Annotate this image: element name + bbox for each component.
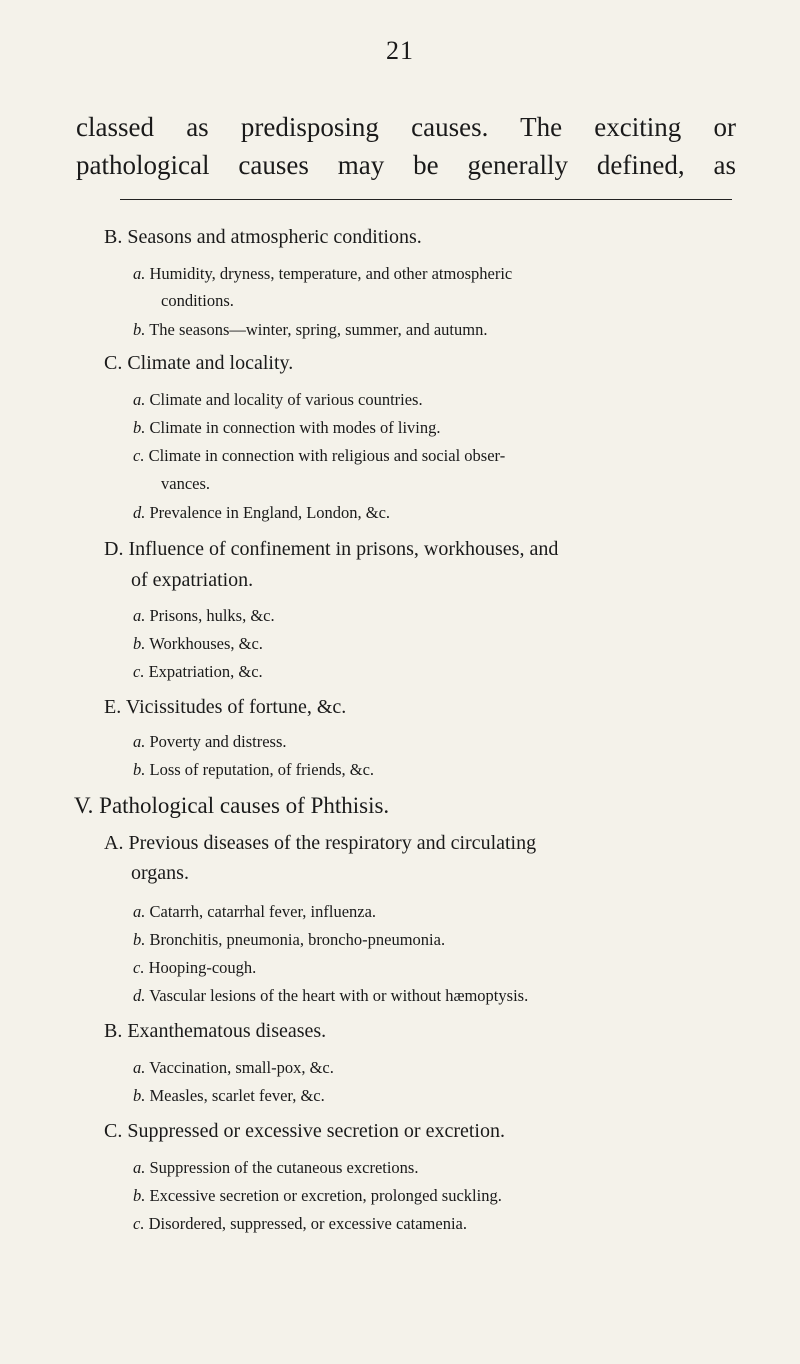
item-text: Climate and locality of various countries.: [149, 390, 423, 409]
item-text: Prisons, hulks, &c.: [149, 606, 275, 625]
item-letter: c.: [133, 958, 145, 977]
section-heading: [104, 538, 558, 561]
section-text: Previous diseases of the respiratory and circulating: [128, 832, 537, 854]
item-letter: c.: [133, 662, 145, 681]
section-heading: [104, 696, 346, 719]
list-item: [133, 662, 263, 682]
section-text: Vicissitudes of fortune, &c.: [125, 696, 347, 718]
list-item: [133, 418, 441, 438]
item-text: Expatriation, &c.: [148, 662, 263, 681]
item-letter: a.: [133, 1058, 146, 1077]
item-text: Suppression of the cutaneous excretions.: [149, 1158, 419, 1177]
item-letter: d.: [133, 503, 146, 522]
section-heading: [104, 1020, 326, 1043]
item-letter: b.: [133, 760, 146, 779]
item-letter: c.: [133, 446, 145, 465]
item-text: Excessive secretion or excretion, prolonged suckling.: [149, 1186, 502, 1205]
item-letter: a.: [133, 1158, 146, 1177]
section-letter: C.: [104, 352, 123, 374]
list-item: [133, 503, 390, 523]
item-text: Disordered, suppressed, or excessive catamenia.: [148, 1214, 468, 1233]
item-text: Vaccination, small-pox, &c.: [149, 1058, 334, 1077]
list-item: [133, 732, 287, 752]
item-letter: b.: [133, 930, 146, 949]
item-text: Vascular lesions of the heart with or without hæmoptysis.: [149, 986, 529, 1005]
list-item: [133, 1086, 325, 1106]
list-item: [133, 958, 256, 978]
section-heading: [104, 226, 422, 249]
list-item: [133, 930, 445, 950]
list-item: [133, 1214, 467, 1234]
list-item: [133, 986, 528, 1006]
list-item: [133, 446, 505, 466]
divider-rule: [120, 199, 732, 200]
item-letter: d.: [133, 986, 146, 1005]
item-text: Prevalence in England, London, &c.: [149, 503, 391, 522]
item-text: The seasons—winter, spring, summer, and autumn.: [149, 320, 488, 339]
section-letter: E.: [104, 696, 122, 718]
item-letter: c.: [133, 1214, 145, 1233]
item-text: Bronchitis, pneumonia, broncho-pneumonia.: [149, 930, 446, 949]
section-heading: [104, 832, 536, 855]
item-text: Measles, scarlet fever, &c.: [149, 1086, 325, 1105]
item-letter: b.: [133, 1186, 146, 1205]
section-text: Seasons and atmospheric conditions.: [127, 226, 422, 248]
item-text: Poverty and distress.: [149, 732, 287, 751]
section-continuation: organs.: [131, 862, 189, 884]
section-letter: B.: [104, 1020, 123, 1042]
intro-line: pathological causes may be generally defined, as: [76, 150, 736, 180]
item-letter: b.: [133, 1086, 146, 1105]
item-text: Climate in connection with modes of living.: [149, 418, 441, 437]
roman-numeral: V.: [74, 793, 94, 818]
item-letter: b.: [133, 418, 146, 437]
section-heading: [104, 352, 293, 375]
list-item: [133, 320, 487, 340]
section-text: Climate and locality.: [127, 352, 294, 374]
section-text: Influence of confinement in prisons, workhouses, and: [128, 538, 559, 560]
section-heading: [104, 1120, 505, 1143]
item-letter: b.: [133, 320, 146, 339]
list-item-continuation: conditions.: [161, 291, 234, 310]
section-text: Suppressed or excessive secretion or excretion.: [127, 1120, 505, 1142]
item-letter: b.: [133, 634, 146, 653]
list-item: [133, 390, 423, 410]
list-item: [133, 902, 376, 922]
item-letter: a.: [133, 390, 146, 409]
list-item: [133, 634, 263, 654]
item-letter: a.: [133, 732, 146, 751]
roman-heading: [74, 793, 389, 819]
section-letter: B.: [104, 226, 123, 248]
list-item: [133, 1186, 502, 1206]
list-item: [133, 264, 512, 284]
item-text: Workhouses, &c.: [149, 634, 263, 653]
item-letter: a.: [133, 264, 146, 283]
section-text: Exanthematous diseases.: [127, 1020, 327, 1042]
section-letter: A.: [104, 832, 124, 854]
intro-paragraph: [76, 108, 736, 184]
item-text: Climate in connection with religious and social obser-: [148, 446, 506, 465]
list-item: [133, 606, 275, 626]
item-letter: a.: [133, 902, 146, 921]
item-text: Loss of reputation, of friends, &c.: [149, 760, 375, 779]
section-letter: C.: [104, 1120, 123, 1142]
list-item: [133, 1058, 334, 1078]
page-number: 21: [386, 36, 414, 65]
item-letter: a.: [133, 606, 146, 625]
list-item-continuation: vances.: [161, 474, 211, 493]
section-letter: D.: [104, 538, 124, 560]
list-item: [133, 1158, 418, 1178]
intro-line: classed as predisposing causes. The exciting or: [76, 112, 736, 142]
item-text: Hooping-cough.: [148, 958, 257, 977]
section-continuation: of expatriation.: [131, 569, 254, 591]
item-text: Humidity, dryness, temperature, and other atmospheric: [149, 264, 513, 283]
list-item: [133, 760, 374, 780]
roman-heading-text: Pathological causes of Phthisis.: [99, 793, 390, 818]
item-text: Catarrh, catarrhal fever, influenza.: [149, 902, 377, 921]
